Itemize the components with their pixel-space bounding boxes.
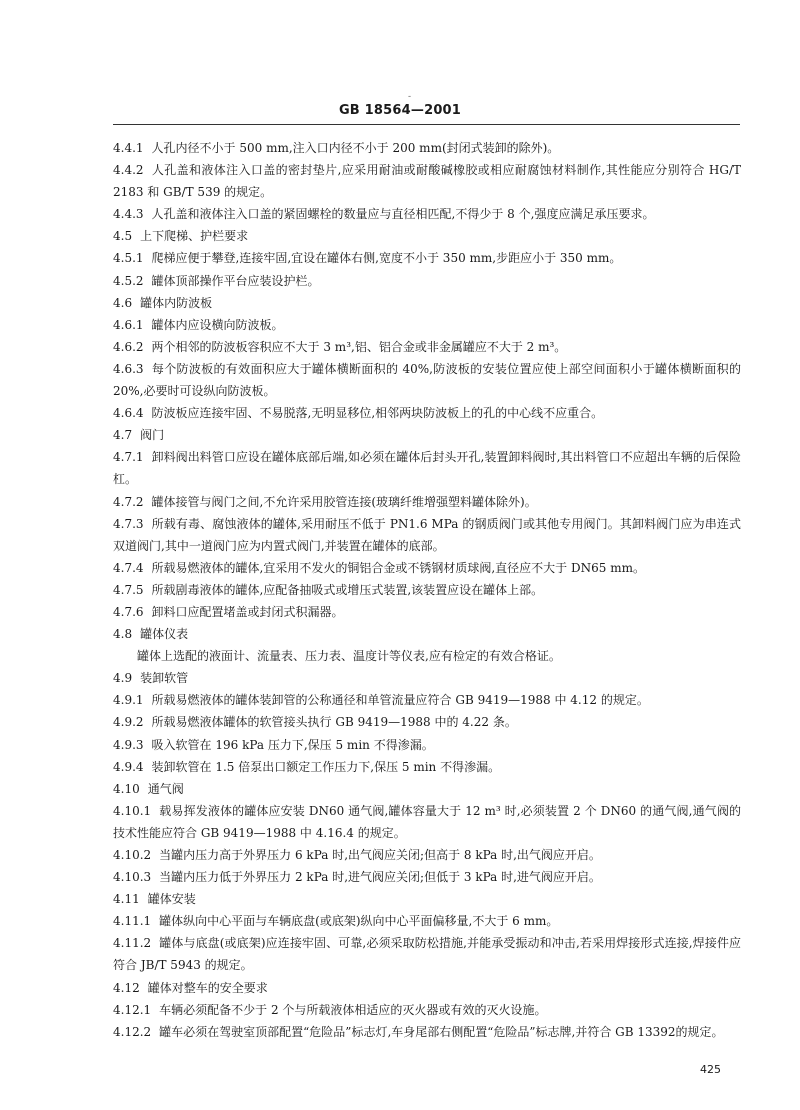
clause-text: 人孔盖和液体注入口盖的密封垫片,应采用耐油或耐酸碱橡胶或相应耐腐蚀材料制作,其性能应分别符合 HG/T 2183 和 GB/T 539 的规定。 [113,163,741,200]
clause-text: 人孔内径不小于 500 mm,注入口内径不小于 200 mm(封闭式装卸的除外)。 [151,141,560,155]
clause-4-7-4 [113,557,741,579]
clause-4-10 [113,778,741,800]
clause-number: 4.7.5 [113,582,144,597]
clause-number: 4.4.2 [113,163,144,178]
clause-number: 4.6.4 [113,406,144,421]
clause-4-4-3 [113,203,741,225]
clause-text: 罐体纵向中心平面与车辆底盘(或底架)纵向中心平面偏移量,不大于 6 mm。 [159,914,559,929]
clause-text: 罐车必须在驾驶室顶部配置“危险品”标志灯,车身尾部右侧配置“危险品”标志牌,并符合 GB 13392的规定。 [159,1024,724,1039]
clause-text: 当罐内压力高于外界压力 6 kPa 时,出气阀应关闭;但高于 8 kPa 时,出气阀应开启。 [159,848,601,862]
clause-number: 4.6.2 [113,339,144,354]
clause-number: 4.7.6 [113,604,144,619]
clause-number: 4.5.2 [113,273,144,288]
clause-4-6-3 [113,358,741,402]
clause-4-11-1 [113,910,741,932]
clause-4-6 [113,292,741,314]
clause-4-5-2 [113,270,741,292]
clause-text: 吸入软管在 196 kPa 压力下,保压 5 min 不得渗漏。 [151,737,434,752]
clause-text: 当罐内压力低于外界压力 2 kPa 时,进气阀应关闭;但低于 3 kPa 时,进气阀应开启。 [159,870,601,885]
clause-text: 罐体内应设横向防波板。 [151,317,284,332]
clause-text: 罐体内防波板 [140,295,213,310]
clause-4-7-5 [113,579,741,601]
clause-4-4-2 [113,159,741,203]
clause-4-8 [113,623,741,645]
clause-text: 罐体接管与阀门之间,不允许采用胶管连接(玻璃纤维增强塑料罐体除外)。 [151,494,537,509]
page-number: 425 [700,1063,721,1076]
clause-text: 所载有毒、腐蚀液体的罐体,采用耐压不低于 PN1.6 MPa 的钢质阀门或其他专用阀门。其卸料阀门应为串连式双道阀门,其中一道阀门应为内置式阀门,并装置在罐体的底部。 [113,516,741,553]
clause-4-5-1 [113,247,741,269]
clause-text: 罐体对整车的安全要求 [147,980,268,995]
clause-text: 罐体仪表 [140,627,189,642]
clause-4-10-2 [113,844,741,866]
clause-text: 装卸软管 [140,671,189,686]
clause-text: 所载易燃液体的罐体装卸管的公称通径和单管流量应符合 GB 9419—1988 中 4.12 的规定。 [151,693,649,708]
clause-number: 4.10 [113,781,140,796]
clause-number: 4.5 [113,229,133,244]
clause-number: 4.9.2 [113,715,144,730]
clause-text: 爬梯应便于攀登,连接牢固,宜设在罐体右侧,宽度不小于 350 mm,步距应小于 350 mm。 [151,251,622,266]
clause-4-9-2 [113,711,741,733]
clause-number: 4.7.1 [113,450,144,465]
clause-number: 4.10.1 [113,803,152,818]
clause-4-10-3 [113,866,741,888]
clause-number: 4.12.1 [113,1002,152,1017]
clause-4-5 [113,225,741,247]
clause-number: 4.11 [113,892,140,907]
clause-text: 罐体与底盘(或底架)应连接牢固、可靠,必须采取防松措施,并能承受振动和冲击,若采用焊接形式连接,焊接件应符合 JB/T 5943 的规定。 [113,936,741,973]
clause-text: 所载易燃液体罐体的软管接头执行 GB 9419—1988 中的 4.22 条。 [151,715,517,730]
clause-4-12-2 [113,1021,741,1043]
clause-4-7-6 [113,601,741,623]
clause-4-7 [113,424,741,446]
scan-mark: - [408,92,412,102]
clause-number: 4.7.3 [113,516,144,531]
page-header: GB 18564—2001 [338,103,462,118]
clause-4-6-4 [113,402,741,424]
clause-4-12-1 [113,999,741,1021]
clause-text: 人孔盖和液体注入口盖的紧固螺栓的数量应与直径相匹配,不得少于 8 个,强度应满足承压要求。 [151,207,655,222]
clause-number: 4.4.1 [113,141,144,155]
clause-text: 通气阀 [147,781,184,796]
clause-number: 4.12.2 [113,1024,152,1039]
clause-4-9 [113,667,741,689]
clause-number: 4.9.1 [113,693,144,708]
clause-4-10-1 [113,800,741,844]
clause-4-12 [113,977,741,999]
clause-note [113,645,741,667]
clause-text: 所载剧毒液体的罐体,应配备抽吸式或增压式装置,该装置应设在罐体上部。 [151,582,544,597]
clause-text: 罐体上选配的液面计、流量表、压力表、温度计等仪表,应有检定的有效合格证。 [137,649,561,664]
clause-text: 车辆必须配备不少于 2 个与所载液体相适应的灭火器或有效的灭火设施。 [159,1002,547,1017]
clause-number: 4.6.3 [113,361,144,376]
clause-number: 4.10.2 [113,848,152,862]
clause-text: 防波板应连接牢固、不易脱落,无明显移位,相邻两块防波板上的孔的中心线不应重合。 [151,406,604,421]
clause-number: 4.11.1 [113,914,152,929]
clause-text: 装卸软管在 1.5 倍泵出口额定工作压力下,保压 5 min 不得渗漏。 [151,759,501,774]
clause-4-6-1 [113,314,741,336]
clause-number: 4.7 [113,428,133,443]
clause-number: 4.9 [113,671,133,686]
clause-number: 4.12 [113,980,140,995]
clause-number: 4.8 [113,627,133,642]
clause-text: 卸料口应配置堵盖或封闭式积漏器。 [151,604,344,619]
clause-4-4-1 [113,137,741,159]
document-body [113,137,741,1043]
clause-4-7-1 [113,446,741,490]
clause-number: 4.11.2 [113,936,152,951]
clause-4-9-4 [113,756,741,778]
clause-4-7-2 [113,491,741,513]
clause-text: 上下爬梯、护栏要求 [140,229,249,244]
clause-4-9-1 [113,689,741,711]
clause-4-7-3 [113,513,741,557]
clause-number: 4.6 [113,295,133,310]
clause-text: 卸料阀出料管口应设在罐体底部后端,如必须在罐体后封头开孔,装置卸料阀时,其出料管口不应超出车辆的后保险杠。 [113,450,741,487]
clause-4-11-2 [113,932,741,976]
clause-text: 罐体顶部操作平台应装设护栏。 [151,273,320,288]
clause-4-9-3 [113,734,741,756]
clause-number: 4.9.4 [113,759,144,774]
clause-text: 两个相邻的防波板容积应不大于 3 m³,铝、铝合金或非金属罐应不大于 2 m³。 [151,339,567,354]
clause-number: 4.5.1 [113,251,144,266]
clause-text: 所载易燃液体的罐体,宜采用不发火的铜铝合金或不锈钢材质球阀,直径应不大于 DN65 mm。 [151,560,645,575]
clause-number: 4.4.3 [113,207,144,222]
clause-number: 4.7.4 [113,560,144,575]
clause-number: 4.10.3 [113,870,152,885]
clause-text: 罐体安装 [147,892,196,907]
clause-text: 阀门 [140,428,165,443]
clause-number: 4.6.1 [113,317,144,332]
clause-text: 载易挥发液体的罐体应安装 DN60 通气阀,罐体容量大于 12 m³ 时,必须装置 2 个 DN60 的通气阀,通气阀的技术性能应符合 GB 9419—1988 中 4.16.4 的规定。 [113,803,741,840]
clause-text: 每个防波板的有效面积应大于罐体横断面积的 40%,防波板的安装位置应使上部空间面积小于罐体横断面积的 20%,必要时可设纵向防波板。 [113,361,741,399]
clause-number: 4.7.2 [113,494,144,509]
clause-4-11 [113,888,741,910]
header-divider [113,124,740,125]
clause-number: 4.9.3 [113,737,144,752]
clause-4-6-2 [113,336,741,358]
